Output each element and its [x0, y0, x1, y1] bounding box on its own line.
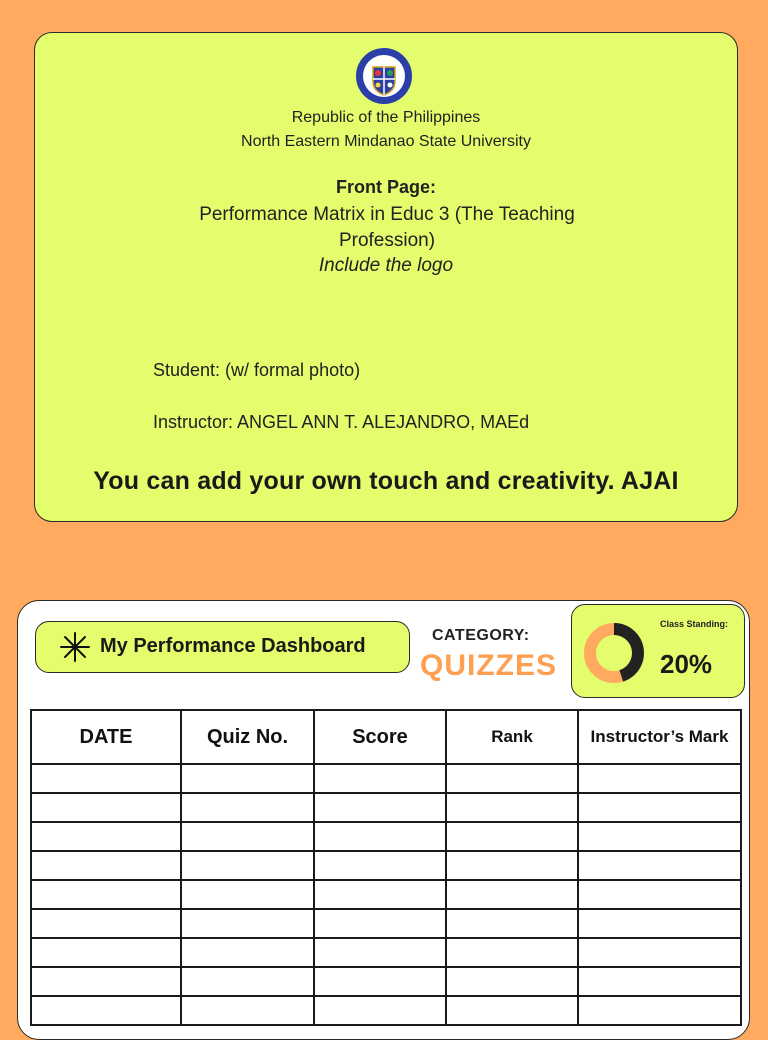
table-cell[interactable] [446, 909, 578, 938]
tagline: You can add your own touch and creativity. AJAI [93, 467, 679, 495]
class-standing-value: 20% [660, 649, 713, 679]
table-cell[interactable] [578, 909, 741, 938]
dashboard-title: My Performance Dashboard [100, 635, 366, 657]
table-cell[interactable] [181, 967, 314, 996]
table-cell[interactable] [181, 996, 314, 1025]
dashboard-title-pill [35, 621, 410, 673]
table-cell[interactable] [31, 764, 181, 793]
university-name: North Eastern Mindanao State University [241, 133, 531, 150]
republic-text: Republic of the Philippines [291, 109, 481, 126]
instructor-line: Instructor: ANGEL ANN T. ALEJANDRO, MAEd [153, 412, 530, 432]
col-score: Score [314, 710, 446, 764]
table-cell[interactable] [314, 938, 446, 967]
table-header-row [31, 710, 741, 764]
col-date: DATE [31, 710, 181, 764]
class-standing-donut [582, 621, 646, 685]
table-row [31, 967, 741, 996]
quiz-table [30, 709, 742, 1026]
table-cell[interactable] [446, 996, 578, 1025]
table-row [31, 880, 741, 909]
table-cell[interactable] [578, 793, 741, 822]
table-cell[interactable] [578, 996, 741, 1025]
table-cell[interactable] [446, 851, 578, 880]
table-row [31, 909, 741, 938]
col-instructor-mark: Instructor’s Mark [578, 710, 741, 764]
table-cell[interactable] [446, 793, 578, 822]
table-cell[interactable] [446, 938, 578, 967]
table-cell[interactable] [31, 996, 181, 1025]
table-cell[interactable] [181, 793, 314, 822]
table-cell[interactable] [181, 822, 314, 851]
table-cell[interactable] [578, 822, 741, 851]
table-row [31, 996, 741, 1025]
front-page-card [34, 32, 738, 522]
performance-dashboard [17, 600, 750, 1040]
table-cell[interactable] [578, 851, 741, 880]
table-row [31, 851, 741, 880]
table-row [31, 793, 741, 822]
table-cell[interactable] [446, 880, 578, 909]
table-cell[interactable] [181, 851, 314, 880]
table-cell[interactable] [31, 909, 181, 938]
table-cell[interactable] [314, 793, 446, 822]
table-cell[interactable] [31, 822, 181, 851]
table-cell[interactable] [31, 938, 181, 967]
table-cell[interactable] [578, 880, 741, 909]
table-cell[interactable] [446, 967, 578, 996]
table-cell[interactable] [181, 938, 314, 967]
table-cell[interactable] [31, 967, 181, 996]
table-row [31, 938, 741, 967]
sparkle-icon [60, 632, 90, 662]
col-quiz-no: Quiz No. [181, 710, 314, 764]
front-page-note: Include the logo [318, 255, 454, 276]
category-label: CATEGORY: [432, 627, 530, 644]
class-standing-label: Class Standing: [660, 619, 729, 629]
table-cell[interactable] [181, 764, 314, 793]
table-cell[interactable] [314, 996, 446, 1025]
table-cell[interactable] [314, 880, 446, 909]
table-cell[interactable] [314, 851, 446, 880]
student-line: Student: (w/ formal photo) [153, 360, 361, 380]
university-seal-logo [355, 47, 413, 105]
table-cell[interactable] [314, 822, 446, 851]
table-row [31, 764, 741, 793]
table-cell[interactable] [31, 880, 181, 909]
class-standing-box [571, 604, 745, 698]
table-cell[interactable] [446, 822, 578, 851]
table-cell[interactable] [446, 764, 578, 793]
table-row [31, 822, 741, 851]
table-cell[interactable] [181, 880, 314, 909]
table-cell[interactable] [31, 851, 181, 880]
front-page-title: Performance Matrix in Educ 3 (The Teaching Profession) [199, 204, 575, 251]
col-rank: Rank [446, 710, 578, 764]
category-value: QUIZZES [420, 649, 558, 682]
front-page-label: Front Page: [335, 177, 436, 197]
table-cell[interactable] [578, 967, 741, 996]
table-cell[interactable] [181, 909, 314, 938]
table-cell[interactable] [31, 793, 181, 822]
table-cell[interactable] [314, 967, 446, 996]
table-cell[interactable] [578, 764, 741, 793]
table-cell[interactable] [314, 909, 446, 938]
table-cell[interactable] [314, 764, 446, 793]
table-cell[interactable] [578, 938, 741, 967]
table-body [31, 764, 741, 1025]
